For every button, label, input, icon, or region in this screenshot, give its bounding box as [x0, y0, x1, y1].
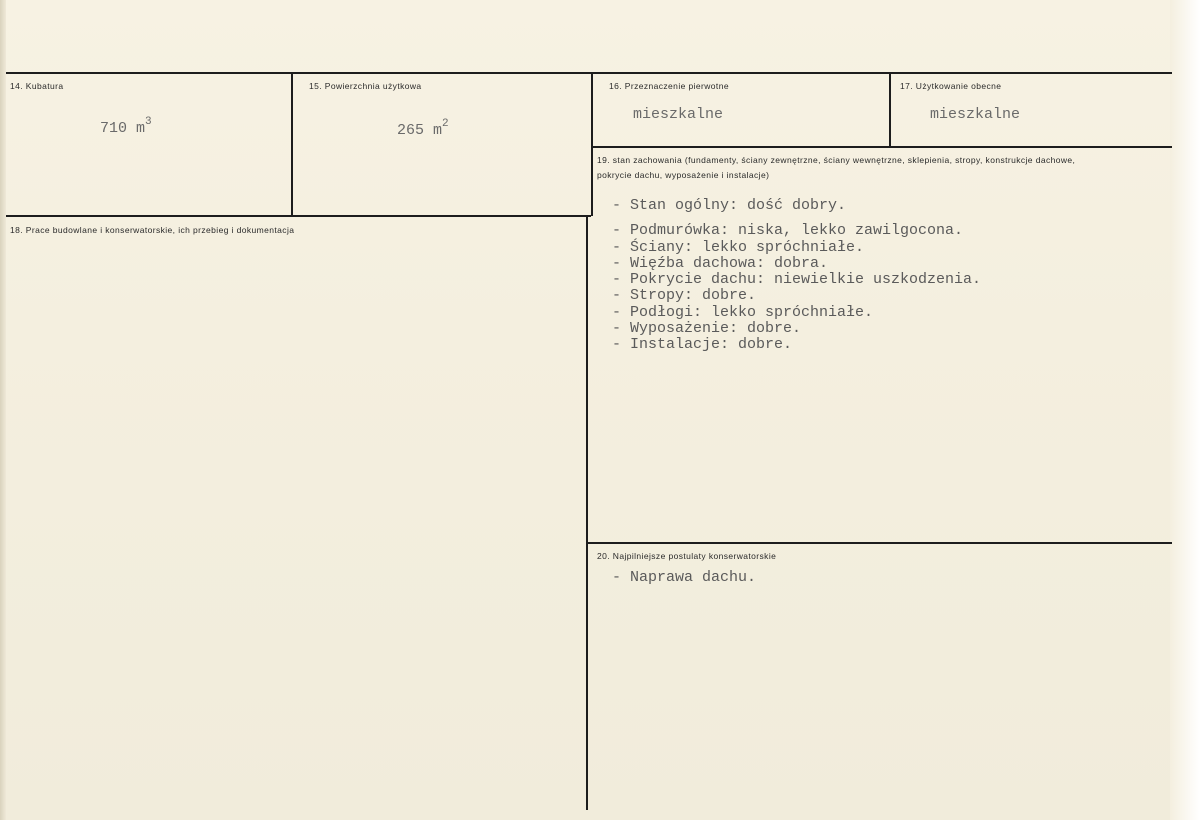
condition-item: - Podłogi: lekko spróchniałe. [612, 303, 874, 321]
condition-item: - Stan ogólny: dość dobry. [612, 197, 847, 214]
field-15-label: 15. Powierzchnia użytkowa [309, 81, 422, 91]
condition-item: - Podmurówka: niska, lekko zawilgocona. [612, 222, 964, 240]
field-20-label: 20. Najpilniejsze postulaty konserwatorskie [597, 551, 777, 561]
field-14-label: 14. Kubatura [10, 81, 64, 91]
divider-16-17 [889, 74, 891, 146]
field-16-value: mieszkalne [633, 106, 724, 123]
field-15-value [397, 120, 449, 139]
condition-item: - Pokrycie dachu: niewielkie uszkodzenia. [612, 271, 982, 289]
rule-under-16-17 [591, 146, 1172, 148]
vertical-divider-main [586, 215, 588, 810]
condition-item: - Ściany: lekko spróchniałe. [612, 238, 865, 256]
card-right-edge [1170, 0, 1200, 820]
field-17-value: mieszkalne [930, 106, 1021, 123]
condition-item: - Wyposażenie: dobre. [612, 320, 802, 338]
postulates-list [612, 570, 756, 586]
divider-14-15 [291, 74, 293, 216]
field-19-label: 19. stan zachowania (fundamenty, ściany zewnętrzne, ściany wewnętrzne, sklepienia, stropy, konstrukcje dachowe, pokrycie dachu, wyposażenie i instalacje) [597, 155, 1076, 180]
card-left-edge [0, 0, 6, 820]
top-rule [6, 72, 1172, 74]
powierzchnia-value: 265 m [397, 122, 443, 139]
condition-item: - Stropy: dobre. [612, 287, 757, 305]
postulate-item: - Naprawa dachu. [612, 569, 757, 586]
field-18-label: 18. Prace budowlane i konserwatorskie, ich przebieg i dokumentacja [10, 225, 295, 235]
powierzchnia-exponent: 2 [442, 118, 449, 130]
field-16-label: 16. Przeznaczenie pierwotne [609, 81, 729, 91]
field-17-label: 17. Użytkowanie obecne [900, 81, 1002, 91]
kubatura-value: 710 m [100, 120, 146, 137]
rule-under-14-15 [6, 215, 591, 217]
condition-list [612, 198, 981, 354]
field-14-value [100, 118, 152, 137]
rule-above-20 [588, 542, 1172, 544]
kubatura-exponent: 3 [145, 116, 152, 128]
condition-item: - Instalacje: dobre. [612, 336, 793, 354]
divider-15-16 [591, 74, 593, 216]
condition-item: - Więźba dachowa: dobra. [612, 254, 829, 272]
